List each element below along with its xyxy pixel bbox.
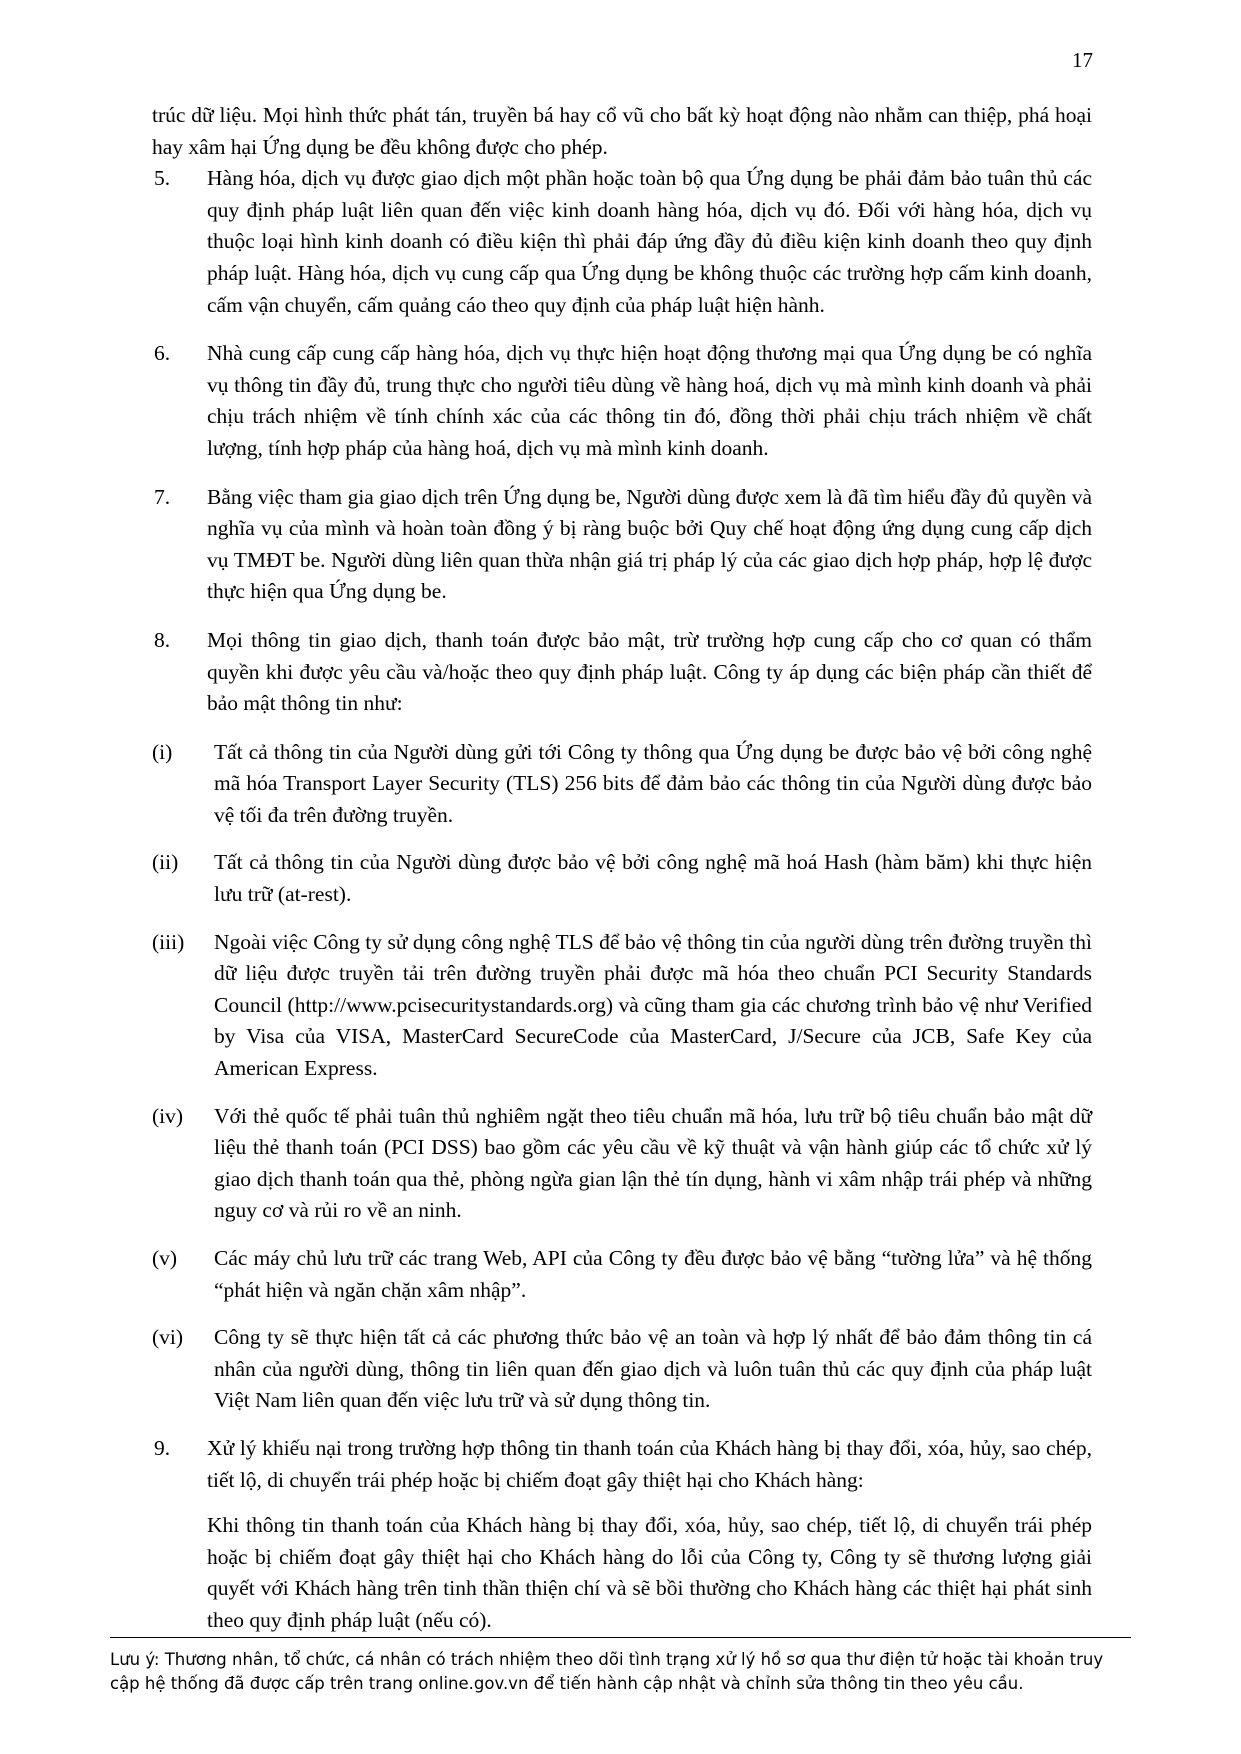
list-item-marker: 5. bbox=[154, 166, 171, 191]
sub-list-item-text: Tất cả thông tin của Người dùng được bảo vệ bởi công nghệ mã hoá Hash (hàm băm) khi thực hiện lưu trữ (at-rest). bbox=[214, 850, 1092, 907]
sub-list-item-marker: (iii) bbox=[152, 929, 185, 954]
list-item-marker: 6. bbox=[154, 341, 171, 366]
page-number: 17 bbox=[1072, 48, 1093, 72]
sub-list-item-marker: (i) bbox=[152, 739, 173, 764]
sub-list-item bbox=[152, 737, 1092, 832]
list-item-text: Mọi thông tin giao dịch, thanh toán được bảo mật, trừ trường hợp cung cấp cho cơ quan có thẩm quyền khi được yêu cầu và/hoặc theo quy định pháp luật. Công ty áp dụng các biện pháp cần thiết để bảo mật thông tin như: bbox=[207, 627, 1092, 716]
sub-list-item-text: Công ty sẽ thực hiện tất cả các phương thức bảo vệ an toàn và hợp lý nhất để bảo đảm thông tin cá nhân của người dùng, thông tin liên quan đến giao dịch và luôn tuân thủ các quy định của pháp luật Việt Nam liên quan đến việc lưu trữ và sử dụng thông tin. bbox=[214, 1325, 1092, 1413]
sub-list-item-text: Với thẻ quốc tế phải tuân thủ nghiêm ngặt theo tiêu chuẩn mã hóa, lưu trữ bộ tiêu chuẩn bảo mật dữ liệu thẻ thanh toán (PCI DSS) bao gồm các yêu cầu về kỹ thuật và vận hành giúp các tổ chức xử lý giao dịch thanh toán qua thẻ, phòng ngừa gian lận thẻ tín dụng, hành vi xâm nhập trái phép và những nguy cơ và rủi ro về an ninh. bbox=[214, 1103, 1092, 1223]
list-item-body: Khi thông tin thanh toán của Khách hàng bị thay đổi, xóa, hủy, sao chép, tiết lộ, di chuyển trái phép hoặc bị chiếm đoạt gây thiệt hại cho Khách hàng do lỗi của Công ty, Công ty sẽ thương lượng giải quyết với Khách hàng trên tinh thần thiện chí và sẽ bồi thường cho Khách hàng các thiệt hại phát sinh theo quy định pháp luật (nếu có). bbox=[207, 1513, 1092, 1632]
sub-list bbox=[152, 737, 1092, 1417]
list-item bbox=[152, 163, 1092, 321]
sub-list-item-marker: (iv) bbox=[152, 1103, 184, 1128]
list-item-heading: Xử lý khiếu nại trong trường hợp thông tin thanh toán của Khách hàng bị thay đổi, xóa, hủy, sao chép, tiết lộ, di chuyển trái phép hoặc bị chiếm đoạt gây thiệt hại cho Khách hàng: bbox=[207, 1435, 1092, 1492]
list-item-marker: 9. bbox=[154, 1435, 171, 1460]
sub-list-item bbox=[152, 927, 1092, 1085]
list-item-text: Hàng hóa, dịch vụ được giao dịch một phần hoặc toàn bộ qua Ứng dụng be phải đảm bảo tuân thủ các quy định pháp luật liên quan đến việc kinh doanh hàng hóa, dịch vụ đó. Đối với hàng hóa, dịch vụ thuộc loại hình kinh doanh có điều kiện thì phải đáp ứng đầy đủ điều kiện kinh doanh theo quy định pháp luật. Hàng hóa, dịch vụ cung cấp qua Ứng dụng be không thuộc các trường hợp cấm kinh doanh, cấm vận chuyển, cấm quảng cáo theo quy định của pháp luật hiện hành. bbox=[207, 166, 1092, 317]
list-item bbox=[152, 625, 1092, 720]
sub-list-item bbox=[152, 1101, 1092, 1227]
page-footer bbox=[110, 1637, 1131, 1696]
list-item bbox=[152, 482, 1092, 608]
footer-note: Lưu ý: Thương nhân, tổ chức, cá nhân có trách nhiệm theo dõi tình trạng xử lý hồ sơ qua thư điện tử hoặc tài khoản truy cập hệ thống đã được cấp trên trang online.gov.vn để tiến hành cập nhật và chỉnh sửa thông tin theo yêu cầu. bbox=[110, 1650, 1104, 1694]
list-item bbox=[152, 1433, 1092, 1637]
sub-list-item bbox=[152, 1322, 1092, 1417]
sub-list-item-text: Ngoài việc Công ty sử dụng công nghệ TLS để bảo vệ thông tin của người dùng trên đường truyền thì dữ liệu được truyền tải trên đường truyền phải được mã hóa theo chuẩn PCI Security Standards Council (http://www.pcisecuritystandards.org) và cũng tham gia các chương trình bảo vệ như Verified by Visa của VISA, MasterCard SecureCode của MasterCard, J/Secure của JCB, Safe Key của American Express. bbox=[214, 929, 1092, 1081]
list-item-text: Nhà cung cấp cung cấp hàng hóa, dịch vụ thực hiện hoạt động thương mại qua Ứng dụng be có nghĩa vụ thông tin đầy đủ, trung thực cho người tiêu dùng về hàng hoá, dịch vụ mà mình kinh doanh và phải chịu trách nhiệm về tính chính xác của các thông tin đó, đồng thời phải chịu trách nhiệm về chất lượng, tính hợp pháp của hàng hoá, dịch vụ mà mình kinh doanh. bbox=[207, 341, 1092, 460]
list-item-text: Bằng việc tham gia giao dịch trên Ứng dụng be, Người dùng được xem là đã tìm hiểu đầy đủ quyền và nghĩa vụ của mình và hoàn toàn đồng ý bị ràng buộc bởi Quy chế hoạt động ứng dụng cung cấp dịch vụ TMĐT be. Người dùng liên quan thừa nhận giá trị pháp lý của các giao dịch hợp pháp, hợp lệ được thực hiện qua Ứng dụng be. bbox=[207, 484, 1092, 604]
list-item-marker: 7. bbox=[154, 484, 171, 509]
list-item-marker: 8. bbox=[154, 627, 171, 652]
sub-list-item-marker: (ii) bbox=[152, 850, 179, 875]
sub-list-item-marker: (vi) bbox=[152, 1325, 184, 1350]
document-body bbox=[152, 100, 1092, 1654]
sub-list-item-marker: (v) bbox=[152, 1246, 178, 1270]
footer-divider bbox=[110, 1637, 1131, 1638]
sub-list-item bbox=[152, 847, 1092, 910]
sub-list-item bbox=[152, 1243, 1092, 1306]
list-item-text bbox=[207, 1433, 1092, 1637]
sub-list-item-text: Các máy chủ lưu trữ các trang Web, API của Công ty đều được bảo vệ bằng “tường lửa” và hệ thống “phát hiện và ngăn chặn xâm nhập”. bbox=[214, 1246, 1092, 1302]
list-item bbox=[152, 338, 1092, 464]
sub-list-item-text: Tất cả thông tin của Người dùng gửi tới Công ty thông qua Ứng dụng be được bảo vệ bởi công nghệ mã hóa Transport Layer Security (TLS) 256 bits để đảm bảo các thông tin của Người dùng được bảo vệ tối đa trên đường truyền. bbox=[214, 739, 1092, 827]
lead-paragraph: trúc dữ liệu. Mọi hình thức phát tán, truyền bá hay cổ vũ cho bất kỳ hoạt động nào nhằm can thiệp, phá hoại hay xâm hại Ứng dụng be đều không được cho phép. bbox=[152, 103, 1092, 159]
